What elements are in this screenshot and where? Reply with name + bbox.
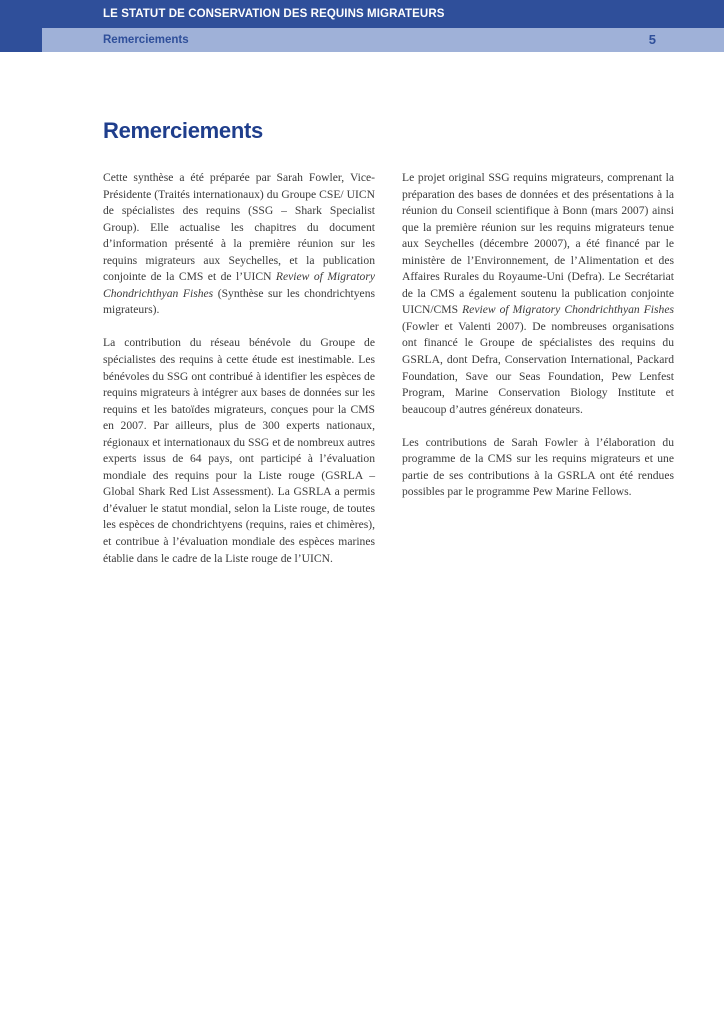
right-paragraph-1 bbox=[402, 170, 674, 418]
right-p1-text-a: Le projet original SSG requins migrateurs, comprenant la préparation des bases de données et des présentations à la réunion du Conseil scientifique à Bonn (mars 2007) ainsi que la première réunion sur les requins migrateurs tenue aux Seychelles (décembre 20007), a été financé par le ministère de l’Environnement, de l’Alimentation et des Affaires Rurales du Royaume-Uni (Defra). Le Secrétariat de la CMS a également soutenu la publication conjointe UICN/CMS bbox=[402, 171, 674, 317]
right-p1-text-b: (Fowler et Valenti 2007). De nombreuses organisations ont financé le Groupe de spécialistes des requins du GSRLA, dont Defra, Conservation International, Packard Foundation, Save our Seas Foundation, Pew Lenfest Program, Marine Conservation Biology Institute et beaucoup d’autres généreux donateurs. bbox=[402, 319, 674, 416]
header-side-block bbox=[0, 28, 42, 52]
right-column bbox=[402, 170, 674, 517]
left-paragraph-2: La contribution du réseau bénévole du Groupe de spécialistes des requins à cette étude est inestimable. Les bénévoles du SSG ont contribué à identifier les espèces de requins migrateurs à intégrer aux bases de données sur les requins et les batoïdes migrateurs, conçues pour la CMS en 2007. Par ailleurs, plus de 300 experts nationaux, régionaux et internationaux du SSG et de nombreux autres experts issus de 64 pays, ont participé à l’évaluation mondiale des requins pour la Liste rouge (GSRLA – Global Shark Red List Assessment). La GSRLA a permis d’évaluer le statut mondial, selon la Liste rouge, de toutes les espèces de chondrichtyens (requins, raies et chimères), et contribue à l’évaluation mondiale des espèces marines établie dans le cadre de la Liste rouge de l’UICN. bbox=[103, 336, 375, 565]
running-title: LE STATUT DE CONSERVATION DES REQUINS MIGRATEURS bbox=[103, 8, 445, 20]
right-paragraph-2: Les contributions de Sarah Fowler à l’élaboration du programme de la CMS sur les requins migrateurs et une partie de ses contributions à la GSRLA ont été rendues possibles par le programme Pew Marine Fellows. bbox=[402, 435, 674, 499]
left-column bbox=[103, 170, 375, 584]
header-band bbox=[0, 0, 724, 28]
left-p1-text-a: Cette synthèse a été préparée par Sarah Fowler, Vice-Présidente (Traités internationaux) du Groupe CSE/ UICN de spécialistes des requins (SSG – Shark Specialist Group). Elle actualise les chapitres du document d’information présenté à la première réunion sur les requins migrateurs aux Seychelles, et la publication conjointe de la CMS et de l’UICN bbox=[103, 171, 375, 284]
left-p1-publication-title: Review of Migratory Chondrichthyan Fishes bbox=[103, 270, 375, 300]
left-p1-text-b: (Synthèse sur les chondrichtyens migrateurs). bbox=[103, 286, 375, 317]
right-p1-publication-title: Review of Migratory Chondrichthyan Fishes bbox=[462, 303, 674, 317]
section-band bbox=[42, 28, 724, 52]
section-label: Remerciements bbox=[103, 34, 189, 46]
page-number: 5 bbox=[648, 32, 656, 47]
left-paragraph-1 bbox=[103, 170, 375, 319]
page-title: Remerciements bbox=[103, 118, 263, 143]
